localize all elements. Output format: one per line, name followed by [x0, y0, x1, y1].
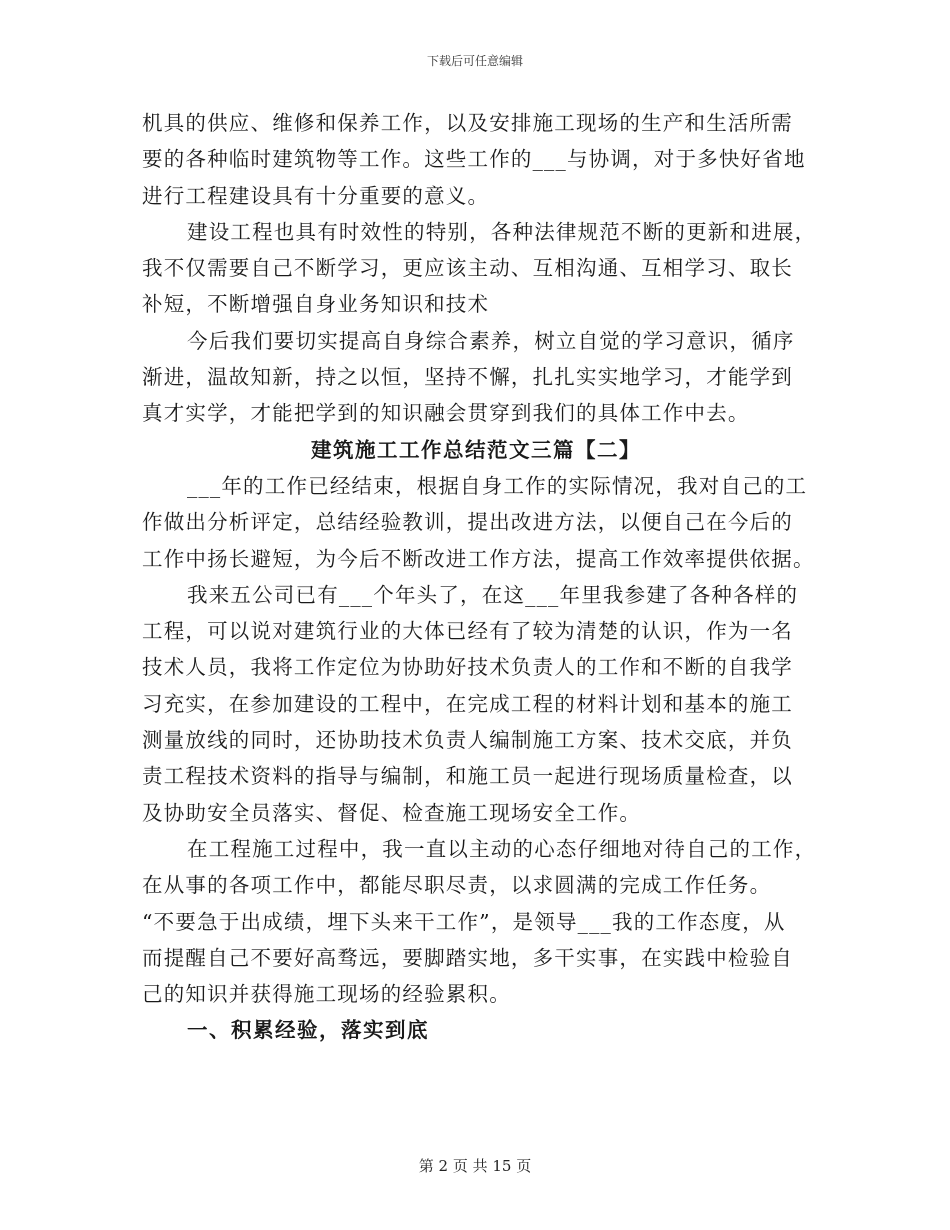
paragraph: [142, 577, 810, 831]
text-line: 今后我们要切实提高自身综合素养，树立自觉的学习意识，循序: [187, 328, 795, 353]
text-line: 在工程施工过程中，我一直以主动的心态仔细地对待自己的工作，: [187, 836, 817, 861]
text-line: 渐进，温故知新，持之以恒，坚持不懈，扎扎实实地学习，才能学到: [142, 365, 793, 390]
text-line: 真才实学，才能把学到的知识融会贯穿到我们的具体工作中去。: [142, 401, 750, 426]
section-title: 建筑施工工作总结范文三篇【二】: [311, 437, 641, 462]
text-line: ___年的工作已经结束，根据自身工作的实际情况，我对自己的工: [187, 473, 808, 498]
subheading: 一、积累经验，落实到底: [187, 1018, 429, 1043]
paragraph: [142, 323, 810, 432]
page-header: 下载后可任意编辑: [426, 54, 523, 68]
paragraph: [142, 831, 817, 1012]
paragraph: [142, 468, 815, 577]
text-line: 我来五公司已有___个年头了，在这___年里我参建了各种各样的: [187, 582, 799, 607]
text-line: 建设工程也具有时效性的特别，各种法律规范不断的更新和进展，: [187, 219, 817, 244]
text-line: 作做出分析评定，总结经验教训，提出改进方法，以便自己在今后的: [142, 510, 793, 535]
paragraph: [142, 105, 810, 214]
text-line: 及协助安全员落实、督促、检查施工现场安全工作。: [142, 800, 642, 825]
text-line: 己的知识并获得施工现场的经验累积。: [142, 982, 511, 1007]
text-line: 技术人员，我将工作定位为协助好技术负责人的工作和不断的自我学: [142, 655, 793, 680]
text-line: 补短，不断增强自身业务知识和技术: [142, 292, 490, 317]
text-line: 进行工程建设具有十分重要的意义。: [142, 183, 490, 208]
text-line: 测量放线的同时，还协助技术负责人编制施工方案、技术交底，并负: [142, 728, 793, 753]
page-footer: 第 2 页 共 15 页: [418, 1157, 532, 1175]
paragraph: [142, 214, 817, 323]
text-line: 在从事的各项工作中，都能尽职尽责，以求圆满的完成工作任务。: [142, 873, 772, 898]
text-line: 责工程技术资料的指导与编制，和施工员一起进行现场质量检查，以: [142, 764, 793, 789]
document-body: [142, 105, 817, 1049]
text-line: “不要急于出成绩，埋下头来干工作”，是领导___我的工作态度，从: [142, 909, 786, 934]
text-line: 而提醒自己不要好高骛远，要脚踏实地，多干实事，在实践中检验自: [142, 945, 793, 970]
text-line: 工作中扬长避短，为今后不断改进工作方法，提高工作效率提供依据。: [142, 546, 815, 571]
text-line: 要的各种临时建筑物等工作。这些工作的___与协调，对于多快好省地: [142, 147, 806, 172]
text-line: 习充实，在参加建设的工程中，在完成工程的材料计划和基本的施工: [142, 691, 793, 716]
text-line: 机具的供应、维修和保养工作，以及安排施工现场的生产和生活所需: [142, 111, 793, 135]
text-line: 我不仅需要自己不断学习，更应该主动、互相沟通、互相学习、取长: [142, 256, 793, 281]
text-line: 工程，可以说对建筑行业的大体已经有了较为清楚的认识，作为一名: [142, 619, 793, 644]
